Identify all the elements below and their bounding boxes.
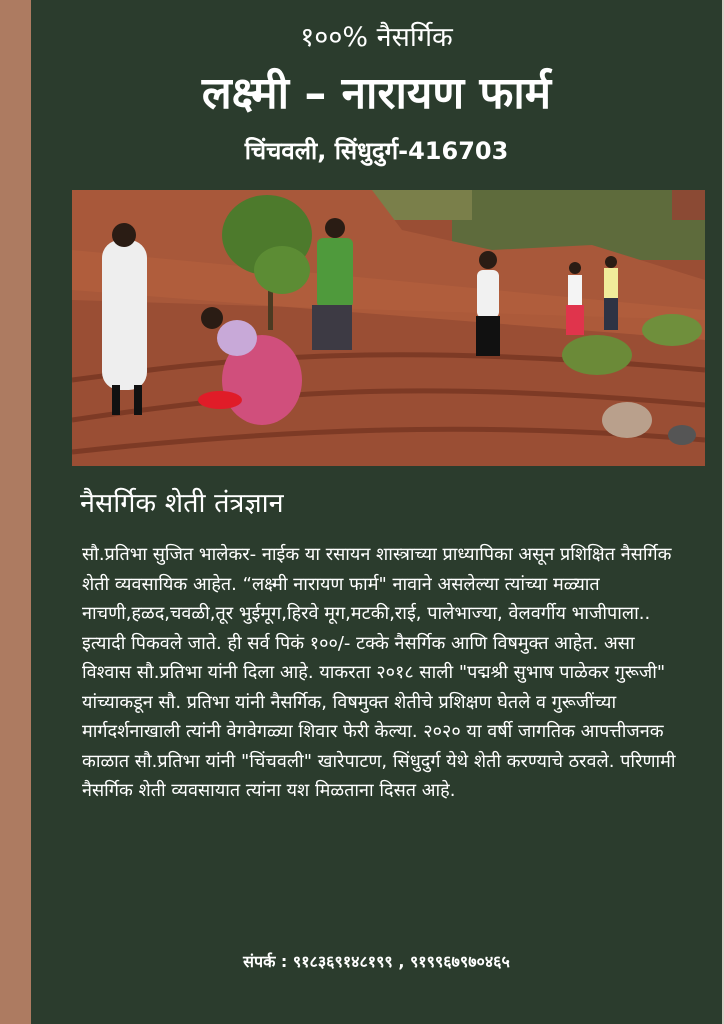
contact-line: संपर्क : ९१८३६९१४८१९९ , ९१९९६७९७०४६५ xyxy=(243,952,510,971)
tagline: १००% नैसर्गिक xyxy=(300,22,453,53)
left-accent-bar xyxy=(0,0,31,1024)
farm-photo xyxy=(72,190,705,466)
farm-address: चिंचवली, सिंधुदुर्ग-416703 xyxy=(244,137,509,165)
description-paragraph: सौ.प्रतिभा सुजित भालेकर- नाईक या रसायन शास्त्राच्या प्राध्यापिका असून प्रशिक्षित नैसर्गिक शेती व्यवसायिक आहेत. “लक्ष्मी नारायण फार्म" नावाने असलेल्या त्यांच्या मळ्यात नाचणी,हळद,चवळी,तूर भुईमूग,हिरवे मूग,मटकी,राई, पालेभाज्या, वेलवर्गीय भाजीपाला.. इत्यादी पिकवले जाते. ही सर्व पिकं १००/- टक्के नैसर्गिक आणि विषमुक्त आहेत. असा विश्वास सौ.प्रतिभा यांनी दिला आहे. याकरता २०१८ साली "पद्मश्री सुभाष पाळेकर गुरूजी" यांच्याकडून सौ. प्रतिभा यांनी नैसर्गिक, विषमुक्त शेतीचे प्रशिक्षण घेतले व गुरूजींच्या मार्गदर्शनाखाली त्यांनी वेगवेगळ्या शिवार फेरी केल्या. २०२० या वर्षी जागतिक आपत्तीजनक काळात सौ.प्रतिभा यांनी "चिंचवली" खारेपाटण, सिंधुदुर्ग येथे शेती करण्याचे ठरवले. परिणामी नैसर्गिक शेती व्यवसायात त्यांना यश मिळताना दिसत आहे. xyxy=(82,544,676,801)
section-heading: नैसर्गिक शेती तंत्रज्ञान xyxy=(80,488,284,519)
farm-name-title: लक्ष्मी – नारायण फार्म xyxy=(201,68,552,119)
